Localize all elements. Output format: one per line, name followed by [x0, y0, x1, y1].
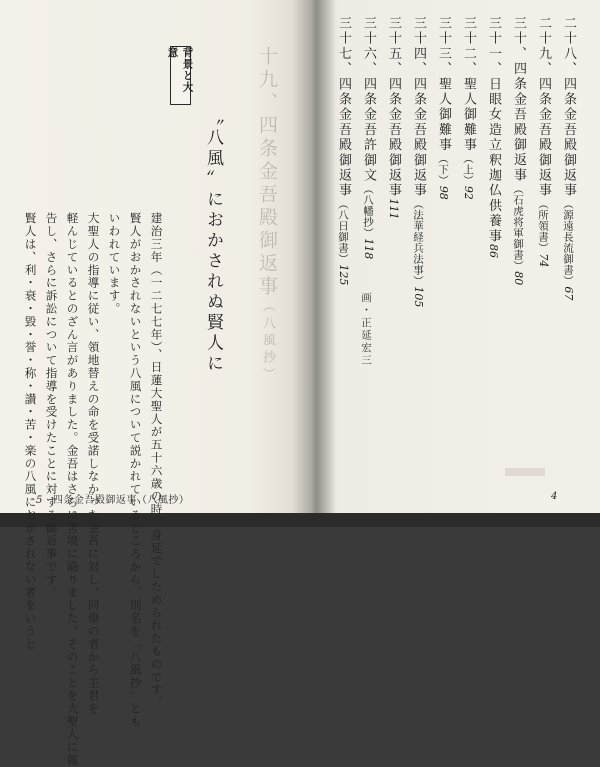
left-page-footer — [36, 491, 189, 506]
toc-item: 三十、四条金吾殿御返事（石虎将軍御書）80 — [511, 16, 526, 286]
page-number: 4 — [551, 491, 558, 502]
running-title: 四条金吾殿御返事（八風抄） — [52, 495, 190, 506]
body-line: 大聖人の指導に従い、領地替えの命を受諾しなかった金吾に対し、同僚の者から主君を — [86, 212, 101, 716]
book-gutter — [292, 0, 336, 513]
body-line: 軽んじているとのざん言がありました。金吾はさらに苦境に陥りました。そのことを大聖人に報 — [65, 212, 80, 767]
section-label-box: 背景と大意 — [170, 46, 191, 105]
right-page — [312, 0, 600, 513]
toc-item: 三十五、四条金吾殿御返事111 — [386, 16, 401, 220]
illustrator-credit: 画・正延宏三 — [360, 292, 372, 367]
body-line: いわれています。 — [107, 212, 122, 316]
toc-item: 三十一、日眼女造立釈迦仏供養事86 — [486, 16, 501, 259]
page-number: 5 — [36, 495, 43, 506]
toc-item: 二十八、四条金吾殿御返事（源遠長流御書）67 — [561, 16, 576, 301]
body-line: 告し、さらに訴訟について指導を受けたことに対する御返事です。 — [44, 212, 59, 599]
body-line: 建治三年（一二七七年）、日蓮大聖人が五十六歳の時、身延でしためられたものです。 — [149, 212, 164, 710]
toc-item: 三十六、四条金吾許御文（八幡抄）118 — [361, 16, 376, 260]
body-line: 賢人がおかされないという八風について説かれているところから、別名を「八風抄」とも — [128, 212, 143, 728]
bleed-through-title: 十九、四条金吾殿御返事（八風抄） — [256, 46, 278, 384]
toc-item: 三十三、聖人御難事（下）98 — [436, 16, 451, 200]
toc-item: 二十九、四条金吾殿御返事（所領書）74 — [536, 16, 551, 268]
toc-item: 三十四、四条金吾殿御返事（法華経兵法事）105 — [411, 16, 426, 308]
body-line: 賢人は、利・衰・毀・誉・称・讃・苦・楽の八風におかされない者をいうと — [23, 212, 38, 651]
toc-item: 三十二、聖人御難事（上）92 — [461, 16, 476, 200]
bleed-through-mark — [505, 468, 545, 476]
section-headline: 〝八風〟におかされぬ賢人に — [203, 108, 223, 375]
toc-item: 三十七、四条金吾殿御返事（八日御書）125 — [336, 16, 351, 286]
